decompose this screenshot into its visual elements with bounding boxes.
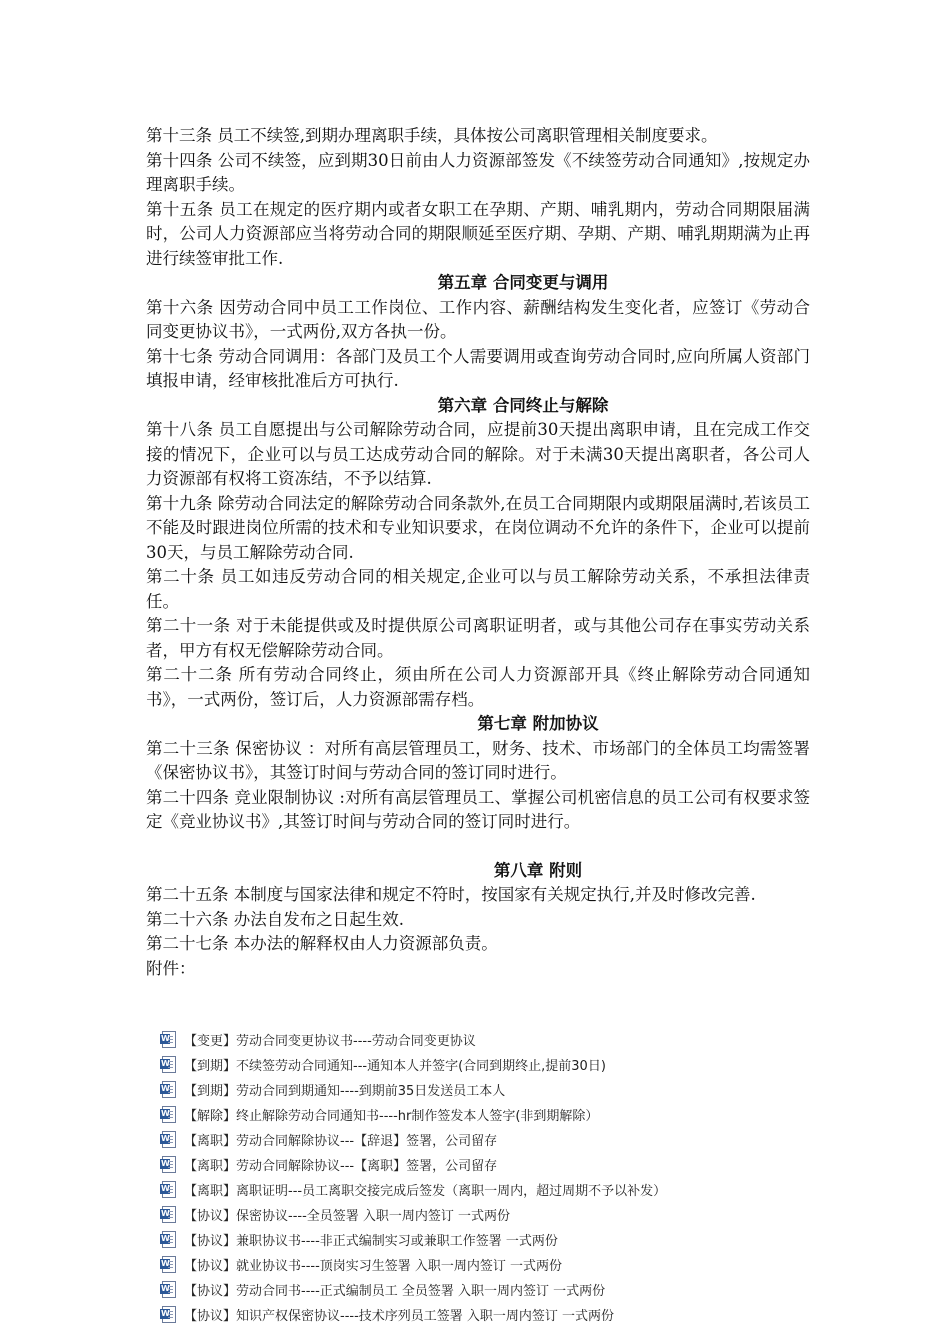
word-document-icon [162,1156,176,1173]
article-14: 第十四条 公司不续签，应到期30日前由人力资源部签发《不续签劳动合同通知》,按规定办理离职手续。 [146,150,810,194]
article-21: 第二十一条 对于未能提供或及时提供原公司离职证明者，或与其他公司存在事实劳动关系者，甲方有权无偿解除劳动合同。 [146,616,810,660]
attachment-item[interactable] [162,1052,862,1077]
word-document-icon [162,1031,176,1048]
chapter-8-heading: 第八章 附则 [493,860,583,880]
article-17: 第十七条 劳动合同调用：各部门及员工个人需要调用或查询劳动合同时,应向所属人资部门填报申请，经审核批准后方可执行. [146,346,810,390]
attachment-label: 【离职】劳动合同解除协议---【辞退】签署，公司留存 [184,1134,498,1149]
word-document-icon [162,1256,176,1273]
word-document-icon [162,1206,176,1223]
attachment-label: 【变更】劳动合同变更协议书----劳动合同变更协议 [184,1034,476,1049]
attachment-item[interactable] [162,1252,862,1277]
attachment-item[interactable] [162,1027,862,1052]
attachment-item[interactable] [162,1227,862,1252]
article-15: 第十五条 员工在规定的医疗期内或者女职工在孕期、产期、哺乳期内，劳动合同期限届满时，公司人力资源部应当将劳动合同的期限顺延至医疗期、孕期、产期、哺乳期期满为止再进行续签审批工作. [146,199,810,268]
attachment-list [162,1027,862,1327]
attachment-item[interactable] [162,1302,862,1327]
word-document-icon [162,1181,176,1198]
article-27: 第二十七条 本办法的解释权由人力资源部负责。 [146,934,498,953]
chapter-6-heading: 第六章 合同终止与解除 [437,395,609,415]
spacer [146,835,810,859]
word-document-icon [162,1281,176,1298]
attachment-label: 【离职】劳动合同解除协议---【离职】签署，公司留存 [184,1159,498,1174]
article-25: 第二十五条 本制度与国家法律和规定不符时，按国家有关规定执行,并及时修改完善. [146,885,756,904]
attachment-label: 【离职】离职证明---员工离职交接完成后签发（离职一周内，超过周期不予以补发） [184,1184,667,1199]
chapter-7-heading: 第七章 附加协议 [477,714,599,733]
attachment-item[interactable] [162,1127,862,1152]
word-document-icon [162,1131,176,1148]
article-13: 第十三条 员工不续签,到期办理离职手续，具体按公司离职管理相关制度要求。 [146,126,718,145]
word-document-icon [162,1081,176,1098]
attachment-label: 【到期】劳动合同到期通知----到期前35日发送员工本人 [184,1084,506,1099]
article-19: 第十九条 除劳动合同法定的解除劳动合同条款外,在员工合同期限内或期限届满时,若该员工不能及时跟进岗位所需的技术和专业知识要求，在岗位调动不允许的条件下，企业可以提前30天，与员工解除劳动合同. [146,493,810,562]
article-24: 第二十四条 竞业限制协议 :对所有高层管理员工、掌握公司机密信息的员工公司有权要求签定《竞业协议书》,其签订时间与劳动合同的签订同时进行。 [146,787,810,831]
article-26: 第二十六条 办法自发布之日起生效. [146,909,404,929]
word-document-icon [162,1306,176,1323]
attachment-label: 【解除】终止解除劳动合同通知书----hr制作签发本人签字(非到期解除） [184,1109,599,1124]
attachment-label: 【协议】就业协议书----顶岗实习生签署 入职一周内签订 一式两份 [184,1259,563,1274]
article-16: 第十六条 因劳动合同中员工工作岗位、工作内容、薪酬结构发生变化者，应签订《劳动合同变更协议书》，一式两份,双方各执一份。 [146,297,810,341]
word-document-icon [162,1106,176,1123]
document-body [146,124,810,981]
attachment-label: 【协议】知识产权保密协议----技术序列员工签署 入职一周内签订 一式两份 [184,1309,615,1324]
attachments-label: 附件： [146,958,196,978]
attachment-label: 【协议】兼职协议书----非正式编制实习或兼职工作签署 一式两份 [184,1234,558,1249]
article-20: 第二十条 员工如违反劳动合同的相关规定,企业可以与员工解除劳动关系，不承担法律责任。 [146,567,810,611]
attachment-label: 【协议】劳动合同书----正式编制员工 全员签署 入职一周内签订 一式两份 [184,1284,606,1299]
attachment-label: 【协议】保密协议----全员签署 入职一周内签订 一式两份 [184,1209,511,1224]
article-22: 第二十二条 所有劳动合同终止，须由所在公司人力资源部开具《终止解除劳动合同通知书》，一式两份，签订后，人力资源部需存档。 [146,665,810,709]
attachment-label: 【到期】不续签劳动合同通知---通知本人并签字(合同到期终止,提前30日) [184,1059,606,1074]
word-document-icon [162,1056,176,1073]
attachment-item[interactable] [162,1152,862,1177]
attachment-item[interactable] [162,1102,862,1127]
attachment-item[interactable] [162,1177,862,1202]
chapter-5-heading: 第五章 合同变更与调用 [437,273,609,292]
word-document-icon [162,1231,176,1248]
attachment-item[interactable] [162,1277,862,1302]
attachment-item[interactable] [162,1077,862,1102]
attachment-item[interactable] [162,1202,862,1227]
article-23: 第二十三条 保密协议 ：对所有高层管理员工，财务、技术、市场部门的全体员工均需签署《保密协议书》，其签订时间与劳动合同的签订同时进行。 [146,738,810,782]
article-18: 第十八条 员工自愿提出与公司解除劳动合同，应提前30天提出离职申请，且在完成工作交接的情况下，企业可以与员工达成劳动合同的解除。对于未满30天提出离职者，各公司人力资源部有权将工资冻结，不予以结算. [146,420,810,488]
